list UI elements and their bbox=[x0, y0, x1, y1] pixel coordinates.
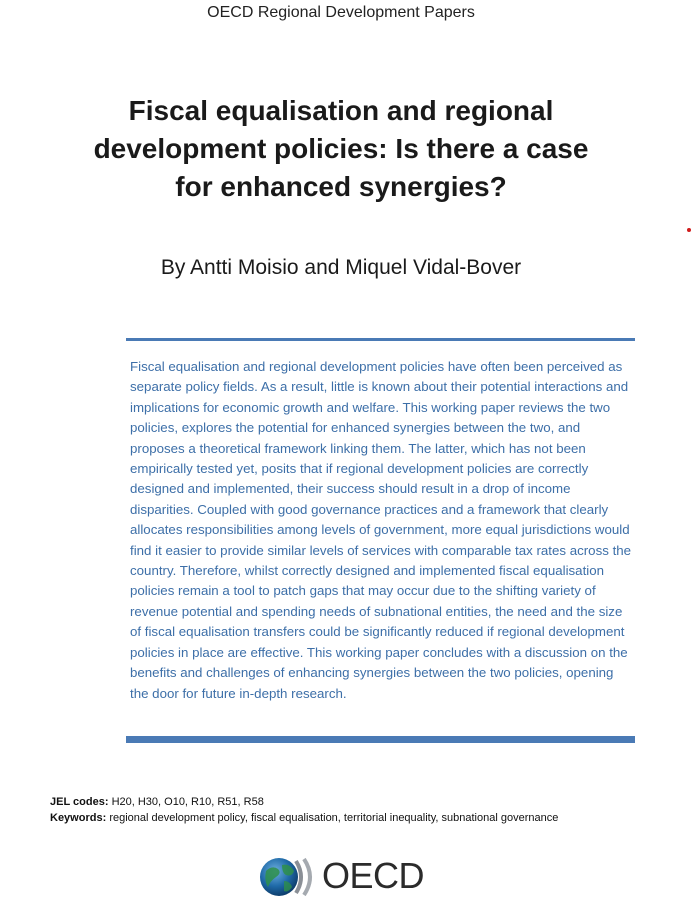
jel-label: JEL codes: bbox=[50, 796, 109, 808]
abstract-top-rule bbox=[126, 338, 635, 341]
jel-value: H20, H30, O10, R10, R51, R58 bbox=[111, 796, 264, 808]
abstract-bottom-rule bbox=[126, 736, 635, 743]
title-line: for enhanced synergies? bbox=[175, 171, 507, 202]
jel-codes bbox=[50, 796, 264, 808]
oecd-logo bbox=[258, 853, 428, 899]
series-header: OECD Regional Development Papers bbox=[207, 4, 475, 21]
title-line: development policies: Is there a case bbox=[93, 133, 589, 164]
paper-title bbox=[0, 92, 682, 206]
red-marker-dot bbox=[687, 228, 691, 232]
authors: By Antti Moisio and Miquel Vidal-Bover bbox=[160, 256, 522, 279]
abstract-text: Fiscal equalisation and regional development policies have often been perceived as separate policy fields. As a result, little is known about their potential interactions and implications for economic growth and welfare. This working paper reviews the two policies, explores the potential for enhanced synergies between the two, and proposes a theoretical framework linking them. The latter, which has not been empirically tested yet, posits that if regional development policies are correctly designed and implemented, their success should result in a drop of income disparities. Coupled with good governance practices and a framework that clearly allocates responsibilities among levels of government, more equal jurisdictions would find it easier to provide similar levels of services with comparable tax rates across the country. Therefore, whilst correctly designed and implemented fiscal equalisation policies remain a tool to patch gaps that may occur due to the shifting variety of revenue potential and spending needs of subnational entities, the need and the size of fiscal equalisation transfers could be significantly reduced if regional development policies in place are effective. This working paper concludes with a discussion on the benefits and challenges of enhancing synergies between the two policies, opening the door for future in-depth research. bbox=[130, 359, 632, 701]
keywords-label: Keywords: bbox=[50, 812, 107, 824]
keywords-value: regional development policy, fiscal equalisation, territorial inequality, subnational governance bbox=[109, 812, 559, 824]
oecd-logo-text: OECD bbox=[322, 855, 425, 896]
keywords bbox=[50, 812, 558, 824]
title-line: Fiscal equalisation and regional bbox=[128, 95, 554, 126]
oecd-globe-icon bbox=[258, 853, 320, 899]
